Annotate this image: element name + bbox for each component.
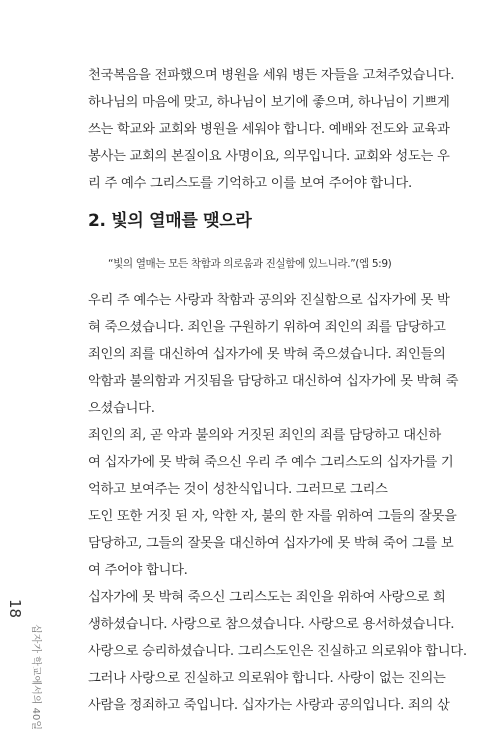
text-line: 악함과 불의함과 거짓됨을 담당하고 대신하여 십자가에 못 박혀 죽 [88,374,459,389]
text-line: 여 십자가에 못 박혀 죽으신 우리 주 예수 그리스도의 십자가를 기 [88,455,454,470]
text-line: 하나님의 마음에 맞고, 하나님이 보기에 좋으며, 하나님이 기쁘게 [88,95,450,110]
text-line: 천국복음을 전파했으며 병원을 세워 병든 자들을 고쳐주었습니다. [88,68,455,83]
text-line: 으셨습니다. [88,401,155,416]
text-line: 우리 주 예수는 사랑과 착함과 공의와 진실함으로 십자가에 못 박 [88,293,450,308]
text-line: 그러나 사랑으로 진실하고 의로워야 합니다. 사랑이 없는 진의는 [88,671,446,686]
page-number: 18 [6,599,24,619]
paragraph-1 [88,287,459,422]
running-title: 십자가 학교에서의 40일 [30,624,41,731]
paragraph-3 [88,584,467,665]
text-line: 사람을 정죄하고 죽입니다. 십자가는 사랑과 공의입니다. 죄의 삯 [88,698,450,713]
text-line: 봉사는 교회의 본질이요 사명이요, 의무입니다. 교회와 성도는 우 [88,149,450,164]
scripture-quote: “빛의 열매는 모든 착함과 의로움과 진실함에 있느니라.”(엡 5:9) [108,258,392,270]
text-line: 십자가에 못 박혀 죽으신 그리스도는 죄인을 위하여 사랑으로 희 [88,590,446,605]
text-line: 도인 또한 거짓 된 자, 악한 자, 불의 한 자를 위하여 그들의 잘못을 [88,509,457,524]
text-line: 죄인의 죄를 대신하여 십자가에 못 박혀 죽으셨습니다. 죄인들의 [88,347,446,362]
text-line: 담당하고, 그들의 잘못을 대신하여 십자가에 못 박혀 죽어 그를 보 [88,536,454,551]
text-line: 죄인의 죄, 곧 악과 불의와 거짓된 죄인의 죄를 담당하고 대신하 [88,428,441,443]
paragraph-2 [88,422,457,584]
text-line: 리 주 예수 그리스도를 기억하고 이를 보여 주어야 합니다. [88,176,412,191]
text-line: 생하셨습니다. 사랑으로 참으셨습니다. 사랑으로 용서하셨습니다. [88,617,455,632]
paragraph-4 [88,665,450,719]
top-paragraph [88,62,455,197]
text-line: 억하고 보여주는 것이 성찬식입니다. 그러므로 그리스 [88,482,388,497]
text-line: 사랑으로 승리하셨습니다. 그리스도인은 진실하고 의로워야 합니다. [88,644,467,659]
section-heading: 2. 빛의 열매를 맺으라 [88,211,252,231]
text-line: 쓰는 학교와 교회와 병원을 세워야 합니다. 예배와 전도와 교육과 [88,122,450,137]
text-line: 혀 죽으셨습니다. 죄인을 구원하기 위하여 죄인의 죄를 담당하고 [88,320,446,335]
text-line: 여 주어야 합니다. [88,563,188,578]
